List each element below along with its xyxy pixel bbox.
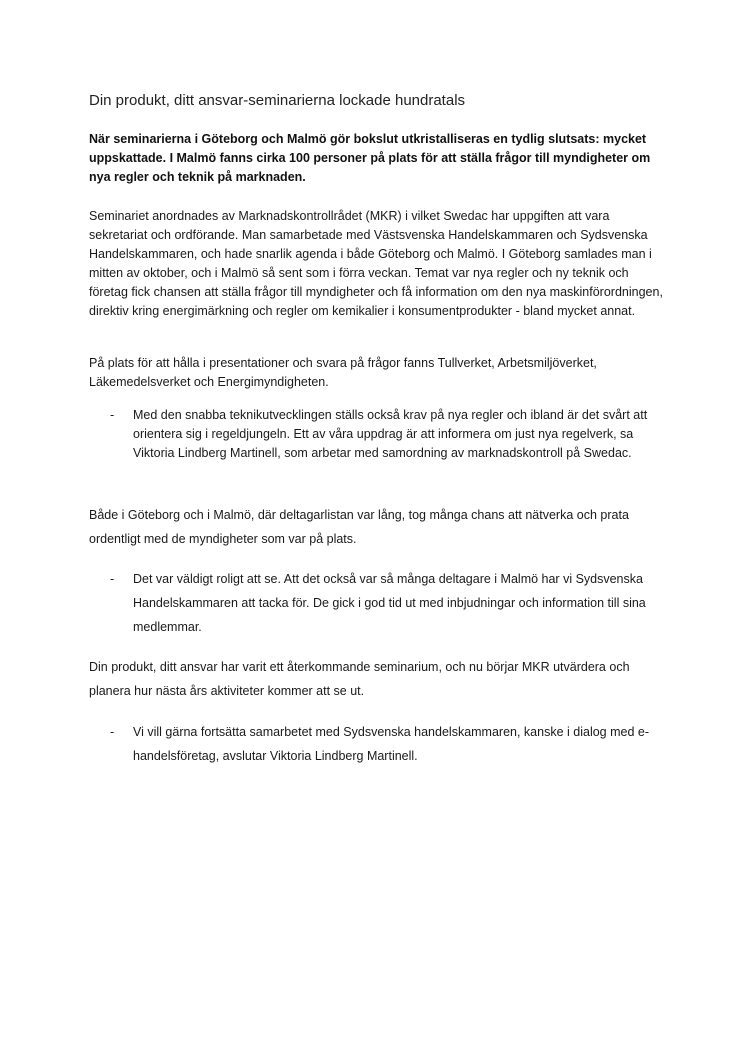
body-paragraph-2: På plats för att hålla i presentationer och svara på frågor fanns Tullverket, Arbetsmiljöverket, Läkemedelsverket och Energimyndigheten. [89, 356, 597, 389]
quote-bullet-1 [110, 406, 658, 463]
document-title: Din produkt, ditt ansvar-seminarierna lockade hundratals [89, 92, 466, 109]
bullet-dash: - [110, 725, 115, 739]
body-paragraph-4: Din produkt, ditt ansvar har varit ett återkommande seminarium, och nu börjar MKR utvärdera och planera hur nästa års aktiviteter kommer att se ut. [89, 660, 630, 698]
body-paragraph-1: Seminariet anordnades av Marknadskontrollrådet (MKR) i vilket Swedac har uppgiften att vara sekretariat och ordförande. Man samarbetade med Västsvenska Handelskammaren och Sydsvenska Handelskammaren, och hade snarlik agenda i både Göteborg och Malmö. I Göteborg samlades man i mitten av oktober, och i Malmö så sent som i förra veckan. Temat var nya regler och ny teknik och företag fick chansen att ställa frågor till myndigheter och få information om den nya maskinförordningen, direktiv kring energimärkning och regler om kemikalier i konsumentprodukter - bland mycket annat. [89, 209, 663, 318]
quote-text-2: Det var väldigt roligt att se. Att det också var så många deltagare i Malmö har vi Sydsvenska Handelskammaren att tacka för. De gick i god tid ut med inbjudningar och information till sina medlemmar. [133, 572, 646, 634]
body-paragraph-3: Både i Göteborg och i Malmö, där deltagarlistan var lång, tog många chans att nätverka och prata ordentligt med de myndigheter som var på plats. [89, 508, 629, 546]
quote-bullet-3 [110, 720, 658, 768]
lead-paragraph: När seminarierna i Göteborg och Malmö gör bokslut utkristalliseras en tydlig slutsats: mycket uppskattade. I Malmö fanns cirka 100 personer på plats för att ställa frågor till myndigheter om nya regler och teknik på marknaden. [89, 132, 651, 184]
quote-text-3: Vi vill gärna fortsätta samarbetet med Sydsvenska handelskammaren, kanske i dialog med e-handelsföretag, avslutar Viktoria Lindberg Martinell. [133, 725, 649, 763]
bullet-dash: - [110, 408, 115, 422]
quote-bullet-2 [110, 567, 658, 639]
quote-text-1: Med den snabba teknikutvecklingen ställs också krav på nya regler och ibland är det svårt att orientera sig i regeldjungeln. Ett av våra uppdrag är att informera om just nya regelverk, sa Viktoria Lindberg Martinell, som arbetar med samordning av marknadskontroll på Swedac. [133, 408, 648, 460]
bullet-dash: - [110, 572, 115, 586]
